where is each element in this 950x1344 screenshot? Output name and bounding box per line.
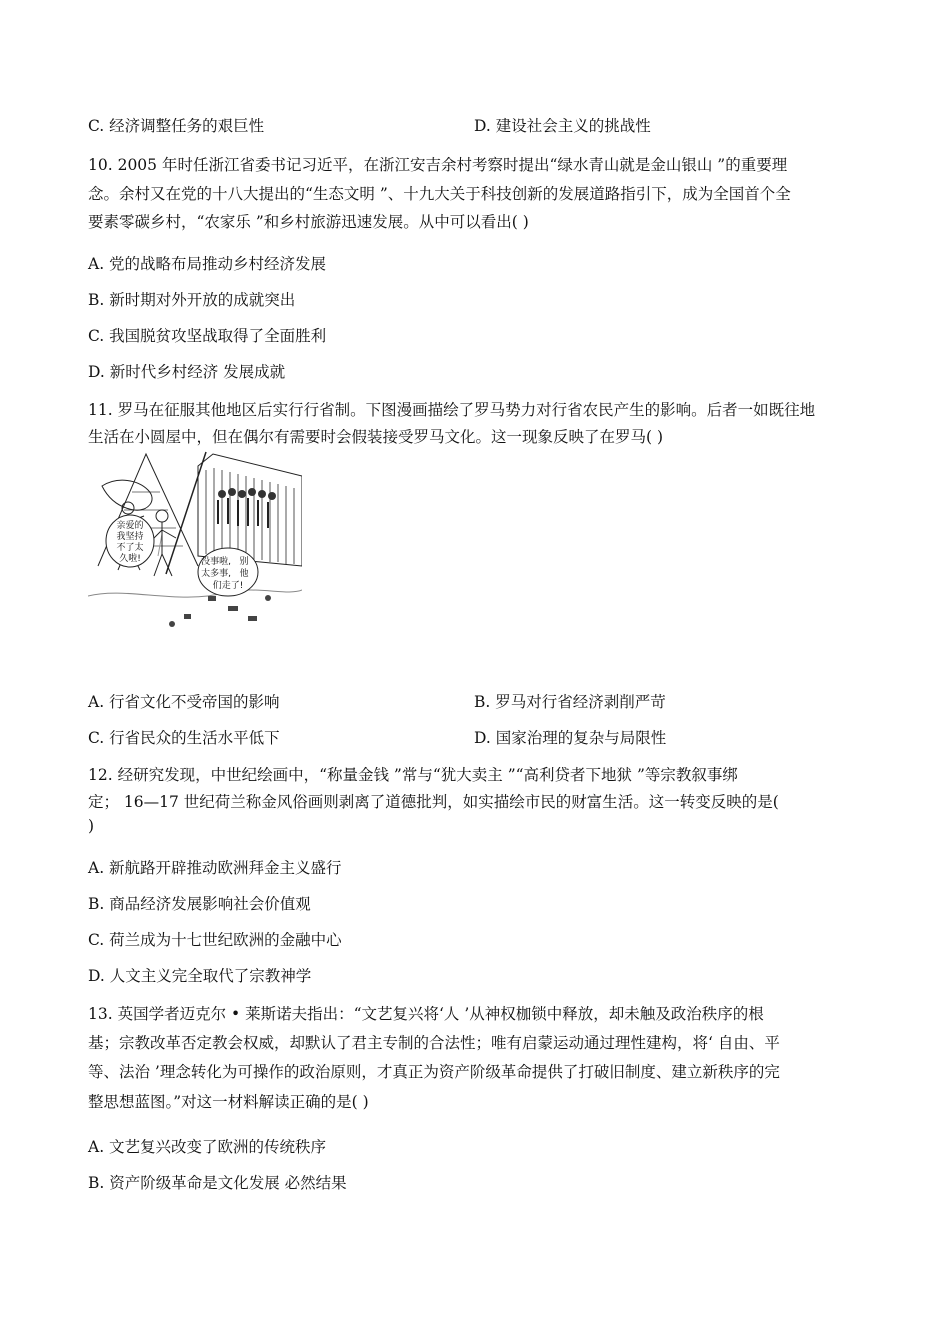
q13-stem-line-4: 整思想蓝图。”对这一材料解读正确的是( ) [88, 1093, 369, 1111]
q13-stem-line-3: 等、法治 ’理念转化为可操作的政治原则，才真正为资产阶级革命提供了打破旧制度、建立新秩序的完 [88, 1063, 780, 1081]
bubble2-line-1: 没事啦, [201, 557, 231, 567]
q10-option-a: A. 党的战略布局推动乡村经济发展 [88, 255, 327, 273]
q12-stem-line-2: 定； 16—17 世纪荷兰称金风俗画则剥离了道德批判，如实描绘市民的财富生活。这一转变反映的是( [88, 793, 779, 811]
q12-option-d: D. 人文主义完全取代了宗教神学 [88, 967, 312, 985]
q12-stem-line-1: 12. 经研究发现，中世纪绘画中，“称量金钱 ”常与“犹大卖主 ”“高利贷者下地狱 ”等宗教叙事绑 [88, 766, 738, 784]
bubble2-line-4: 他 [239, 569, 249, 579]
option-d-prev: D. 建设社会主义的挑战性 [474, 117, 651, 135]
q10-option-d: D. 新时代乡村经济 发展成就 [88, 363, 286, 381]
bubble1-line-1: 亲爱的 [116, 521, 144, 531]
q10-stem-line-3: 要素零碳乡村，“农家乐 ”和乡村旅游迅速发展。从中可以看出( ) [88, 213, 529, 231]
roman-province-cartoon [88, 446, 302, 632]
q11-stem-line-2: 生活在小圆屋中，但在偶尔有需要时会假装接受罗马文化。这一现象反映了在罗马( ) [88, 428, 664, 446]
bubble2-line-2: 别 [239, 557, 249, 567]
bubble2-line-3: 太多事, [201, 569, 231, 579]
q12-option-b: B. 商品经济发展影响社会价值观 [88, 895, 311, 913]
q11-option-d: D. 国家治理的复杂与局限性 [474, 729, 667, 747]
q12-stem-line-3: ) [88, 817, 95, 835]
q11-stem-line-1: 11. 罗马在征服其他地区后实行行省制。下图漫画描绘了罗马势力对行省农民产生的影响。后者一如既往地 [88, 401, 816, 419]
q10-option-b: B. 新时期对外开放的成就突出 [88, 291, 296, 309]
q10-stem-line-2: 念。余村又在党的十八大提出的“生态文明 ”、十九大关于科技创新的发展道路指引下，成为全国首个全 [88, 185, 791, 203]
q11-option-a: A. 行省文化不受帝国的影响 [88, 693, 280, 711]
q12-option-a: A. 新航路开辟推动欧洲拜金主义盛行 [88, 859, 342, 877]
q12-option-c: C. 荷兰成为十七世纪欧洲的金融中心 [88, 931, 342, 949]
option-c-prev: C. 经济调整任务的艰巨性 [88, 117, 265, 135]
bubble1-line-4: 久啦! [119, 554, 141, 564]
q13-stem-line-1: 13. 英国学者迈克尔 • 莱斯诺夫指出：“文艺复兴将‘人 ’从神权枷锁中释放，却未触及政治秩序的根 [88, 1005, 764, 1023]
bubble1-line-3: 不了太 [116, 543, 144, 553]
q11-option-b: B. 罗马对行省经济剥削严苛 [474, 693, 666, 711]
bubble1-line-2: 我坚持 [116, 532, 144, 542]
q13-option-b: B. 资产阶级革命是文化发展 必然结果 [88, 1174, 347, 1192]
q11-option-c: C. 行省民众的生活水平低下 [88, 729, 280, 747]
q13-option-a: A. 文艺复兴改变了欧洲的传统秩序 [88, 1138, 327, 1156]
q13-stem-line-2: 基；宗教改革否定教会权威，却默认了君主专制的合法性；唯有启蒙运动通过理性建构，将‘ 自由、平 [88, 1034, 780, 1052]
q10-stem-line-1: 10. 2005 年时任浙江省委书记习近平，在浙江安吉余村考察时提出“绿水青山就是金山银山 ”的重要理 [88, 156, 788, 174]
bubble2-line-5: 们走了! [212, 581, 244, 591]
q10-option-c: C. 我国脱贫攻坚战取得了全面胜利 [88, 327, 327, 345]
